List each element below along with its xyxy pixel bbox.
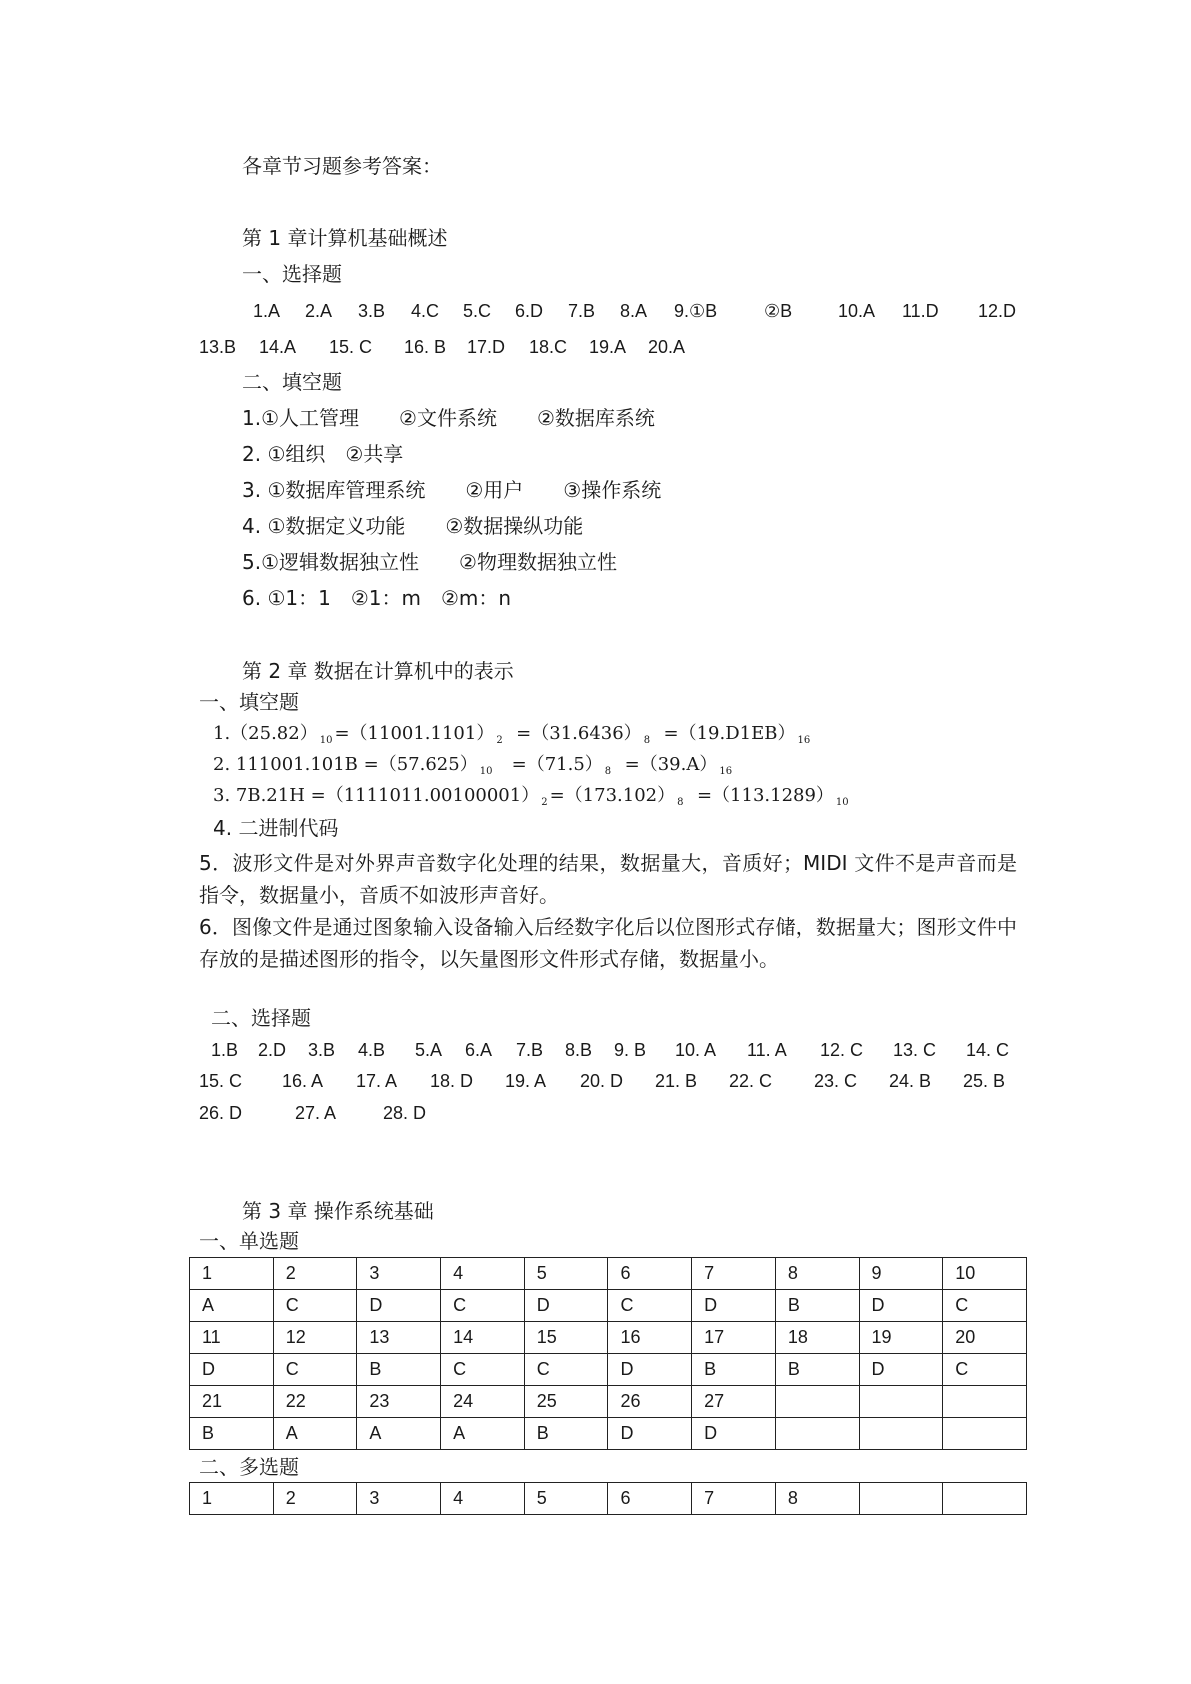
chapter-2-heading: 第 2 章 数据在计算机中的表示: [242, 659, 514, 683]
table-cell: B: [775, 1354, 859, 1386]
ch1-fill-item: 1.①人工管理 ②文件系统 ②数据库系统: [242, 406, 655, 430]
table-cell: [775, 1386, 859, 1418]
table-cell: C: [608, 1290, 692, 1322]
table-cell: [943, 1483, 1027, 1515]
table-cell: 16: [608, 1322, 692, 1354]
number-value: 1.（25.82）: [213, 723, 318, 744]
table-cell: 6: [608, 1258, 692, 1290]
table-cell: 2: [273, 1258, 357, 1290]
table-row: [190, 1483, 1027, 1515]
table-cell: 7: [692, 1258, 776, 1290]
ch3-multi-title: 二、多选题: [199, 1455, 299, 1479]
answer-item: 16. B: [404, 337, 447, 357]
table-cell: 5: [524, 1258, 608, 1290]
table-cell: C: [524, 1354, 608, 1386]
answer-item: 21. B: [655, 1071, 698, 1091]
answer-item: 24. B: [889, 1071, 932, 1091]
base-subscript: 8: [643, 735, 651, 746]
table-cell: 15: [524, 1322, 608, 1354]
table-cell: D: [357, 1290, 441, 1322]
answer-item: 23. C: [814, 1071, 858, 1091]
table-cell: B: [692, 1354, 776, 1386]
base-subscript: 10: [319, 735, 333, 746]
multi-choice-answer-table: [189, 1482, 1027, 1515]
table-cell: C: [441, 1354, 525, 1386]
table-cell: C: [943, 1290, 1027, 1322]
answer-item: 7.B: [516, 1040, 544, 1060]
base-subscript: 2: [496, 735, 503, 746]
table-cell: 21: [190, 1386, 274, 1418]
answer-item: 13.B: [199, 337, 237, 357]
answer-item: 25. B: [963, 1071, 1006, 1091]
answer-item: 27. A: [295, 1103, 337, 1123]
table-cell: 1: [190, 1258, 274, 1290]
table-cell: D: [692, 1290, 776, 1322]
answer-item: 11. A: [747, 1040, 787, 1060]
ch3-single-title: 一、单选题: [199, 1229, 299, 1253]
table-cell: [859, 1418, 943, 1450]
answer-item: 3.B: [358, 301, 386, 321]
table-cell: 27: [692, 1386, 776, 1418]
ch2-choice-row-3: [0, 1101, 1191, 1125]
answer-item: 28. D: [383, 1103, 427, 1123]
table-cell: B: [524, 1418, 608, 1450]
ch1-fill-item: 5.①逻辑数据独立性 ②物理数据独立性: [242, 550, 617, 574]
table-cell: 25: [524, 1386, 608, 1418]
answer-item: 4.B: [358, 1040, 386, 1060]
table-cell: [859, 1483, 943, 1515]
answer-item: 10. A: [675, 1040, 717, 1060]
answer-item: 7.B: [568, 301, 596, 321]
number-value: =（113.1289）: [696, 785, 834, 806]
answer-item: 19. A: [505, 1071, 547, 1091]
table-cell: 10: [943, 1258, 1027, 1290]
answer-item: 17.D: [467, 337, 506, 357]
table-cell: 24: [441, 1386, 525, 1418]
table-cell: 8: [775, 1483, 859, 1515]
answer-item: 18.C: [529, 337, 568, 357]
number-value: =（71.5）: [511, 754, 603, 775]
base-subscript: 10: [835, 797, 849, 808]
base-subscript: 16: [719, 766, 733, 777]
answer-item: 8.A: [620, 301, 648, 321]
answer-item: 19.A: [589, 337, 627, 357]
answer-item: 14.A: [259, 337, 297, 357]
number-value: =（11001.1101）: [334, 723, 495, 744]
table-cell: D: [608, 1354, 692, 1386]
table-cell: D: [524, 1290, 608, 1322]
answer-item: 8.B: [565, 1040, 593, 1060]
answer-item: 18. D: [430, 1071, 474, 1091]
table-cell: 19: [859, 1322, 943, 1354]
number-value: =（19.D1EB）: [663, 723, 796, 744]
answer-item: 5.A: [415, 1040, 443, 1060]
answer-item: 11.D: [902, 301, 939, 321]
ch2-fill-item-6: 6．图像文件是通过图象输入设备输入后经数字化后以位图形式存储，数据量大；图形文件中存放的是描述图形的指令，以矢量图形文件形式存储，数据量小。: [199, 915, 1017, 971]
table-cell: 18: [775, 1322, 859, 1354]
number-value: =（173.102）: [549, 785, 676, 806]
answer-item: 14. C: [966, 1040, 1010, 1060]
table-cell: 5: [524, 1483, 608, 1515]
table-cell: 20: [943, 1322, 1027, 1354]
answer-item: 15. C: [199, 1071, 243, 1091]
ch2-fill-item-5: 5．波形文件是对外界声音数字化处理的结果，数据量大，音质好；MIDI 文件不是声音而是指令，数据量小，音质不如波形声音好。: [199, 851, 1017, 907]
table-cell: A: [357, 1418, 441, 1450]
ch2-choice-row-1: [0, 1038, 1191, 1062]
table-cell: 3: [357, 1483, 441, 1515]
ch1-fill-item: 4. ①数据定义功能 ②数据操纵功能: [242, 514, 584, 538]
answer-item: 2.D: [258, 1040, 287, 1060]
table-cell: 26: [608, 1386, 692, 1418]
ch1-fill-title: 二、填空题: [242, 370, 342, 394]
table-cell: C: [273, 1354, 357, 1386]
table-cell: 9: [859, 1258, 943, 1290]
answer-item: 6.A: [465, 1040, 493, 1060]
answer-item: 9. B: [614, 1040, 647, 1060]
answer-item: 4.C: [411, 301, 440, 321]
ch2-fill-item-1: [213, 721, 812, 754]
table-cell: 17: [692, 1322, 776, 1354]
ch1-choice-title: 一、选择题: [242, 262, 342, 286]
answer-item: 26. D: [199, 1103, 243, 1123]
table-cell: D: [608, 1418, 692, 1450]
answer-item: 12.D: [978, 301, 1017, 321]
table-cell: B: [775, 1290, 859, 1322]
ch2-choice-title: 二、选择题: [211, 1006, 311, 1030]
ch2-fill-item-3: [213, 783, 851, 816]
ch1-fill-item: 6. ①1：1 ②1：m ②m：n: [242, 586, 512, 610]
ch1-fill-item: 3. ①数据库管理系统 ②用户 ③操作系统: [242, 478, 662, 502]
answer-item: 12. C: [820, 1040, 864, 1060]
answer-item: 22. C: [729, 1071, 773, 1091]
number-value: =（39.A）: [624, 754, 718, 775]
ch1-choice-row-1: [0, 299, 1191, 323]
answer-item: 3.B: [308, 1040, 336, 1060]
table-row: [190, 1258, 1027, 1290]
table-cell: D: [859, 1354, 943, 1386]
table-cell: [859, 1386, 943, 1418]
ch2-choice-row-2: [0, 1069, 1191, 1093]
chapter-1-heading: 第 1 章计算机基础概述: [242, 226, 448, 250]
answer-item: 15. C: [329, 337, 373, 357]
answer-item: 6.D: [515, 301, 544, 321]
base-subscript: 16: [797, 735, 811, 746]
ch1-fill-item: 2. ①组织 ②共享: [242, 442, 404, 466]
single-choice-answer-table: [189, 1257, 1027, 1450]
number-value: =（31.6436）: [516, 723, 642, 744]
answer-item: 1.B: [211, 1040, 239, 1060]
table-cell: 13: [357, 1322, 441, 1354]
table-cell: D: [859, 1290, 943, 1322]
document-title: 各章节习题参考答案：: [242, 154, 442, 178]
table-cell: 14: [441, 1322, 525, 1354]
table-cell: A: [273, 1418, 357, 1450]
table-cell: 11: [190, 1322, 274, 1354]
ch2-fill-item-2: [213, 752, 734, 785]
table-cell: 23: [357, 1386, 441, 1418]
table-cell: D: [190, 1354, 274, 1386]
base-subscript: 10: [479, 766, 493, 777]
answer-item: 20.A: [648, 337, 686, 357]
table-cell: B: [190, 1418, 274, 1450]
table-cell: A: [441, 1418, 525, 1450]
ch2-fill-item-4: 4. 二进制代码: [213, 816, 339, 840]
table-cell: C: [943, 1354, 1027, 1386]
table-cell: [775, 1418, 859, 1450]
chapter-3-heading: 第 3 章 操作系统基础: [242, 1199, 434, 1223]
table-cell: C: [273, 1290, 357, 1322]
answer-item: 16. A: [282, 1071, 324, 1091]
table-cell: [943, 1386, 1027, 1418]
ch2-fill-title: 一、填空题: [199, 690, 299, 714]
number-value: 2. 111001.101B =（57.625）: [213, 754, 478, 775]
ch1-choice-row-2: [0, 335, 1191, 359]
answer-item: 17. A: [356, 1071, 398, 1091]
table-cell: 12: [273, 1322, 357, 1354]
base-subscript: 8: [677, 797, 684, 808]
answer-item: 13. C: [893, 1040, 937, 1060]
table-cell: A: [190, 1290, 274, 1322]
table-cell: 6: [608, 1483, 692, 1515]
answer-item: 9.①B: [674, 301, 718, 321]
table-cell: [943, 1418, 1027, 1450]
table-cell: 8: [775, 1258, 859, 1290]
answer-item: 20. D: [580, 1071, 624, 1091]
table-cell: 3: [357, 1258, 441, 1290]
base-subscript: 2: [541, 797, 548, 808]
table-row: [190, 1322, 1027, 1354]
table-row: [190, 1290, 1027, 1322]
table-cell: C: [441, 1290, 525, 1322]
table-row: [190, 1418, 1027, 1450]
table-cell: 4: [441, 1258, 525, 1290]
table-row: [190, 1354, 1027, 1386]
table-cell: 22: [273, 1386, 357, 1418]
table-cell: 2: [273, 1483, 357, 1515]
answer-item: 5.C: [463, 301, 492, 321]
base-subscript: 8: [604, 766, 612, 777]
table-cell: 7: [692, 1483, 776, 1515]
table-cell: 1: [190, 1483, 274, 1515]
table-cell: 4: [441, 1483, 525, 1515]
table-cell: D: [692, 1418, 776, 1450]
number-value: 3. 7B.21H =（1111011.00100001）: [213, 785, 540, 806]
table-cell: B: [357, 1354, 441, 1386]
table-row: [190, 1386, 1027, 1418]
answer-item: 1.A: [253, 301, 281, 321]
answer-item: ②B: [764, 301, 793, 321]
answer-item: 10.A: [838, 301, 876, 321]
answer-item: 2.A: [305, 301, 333, 321]
